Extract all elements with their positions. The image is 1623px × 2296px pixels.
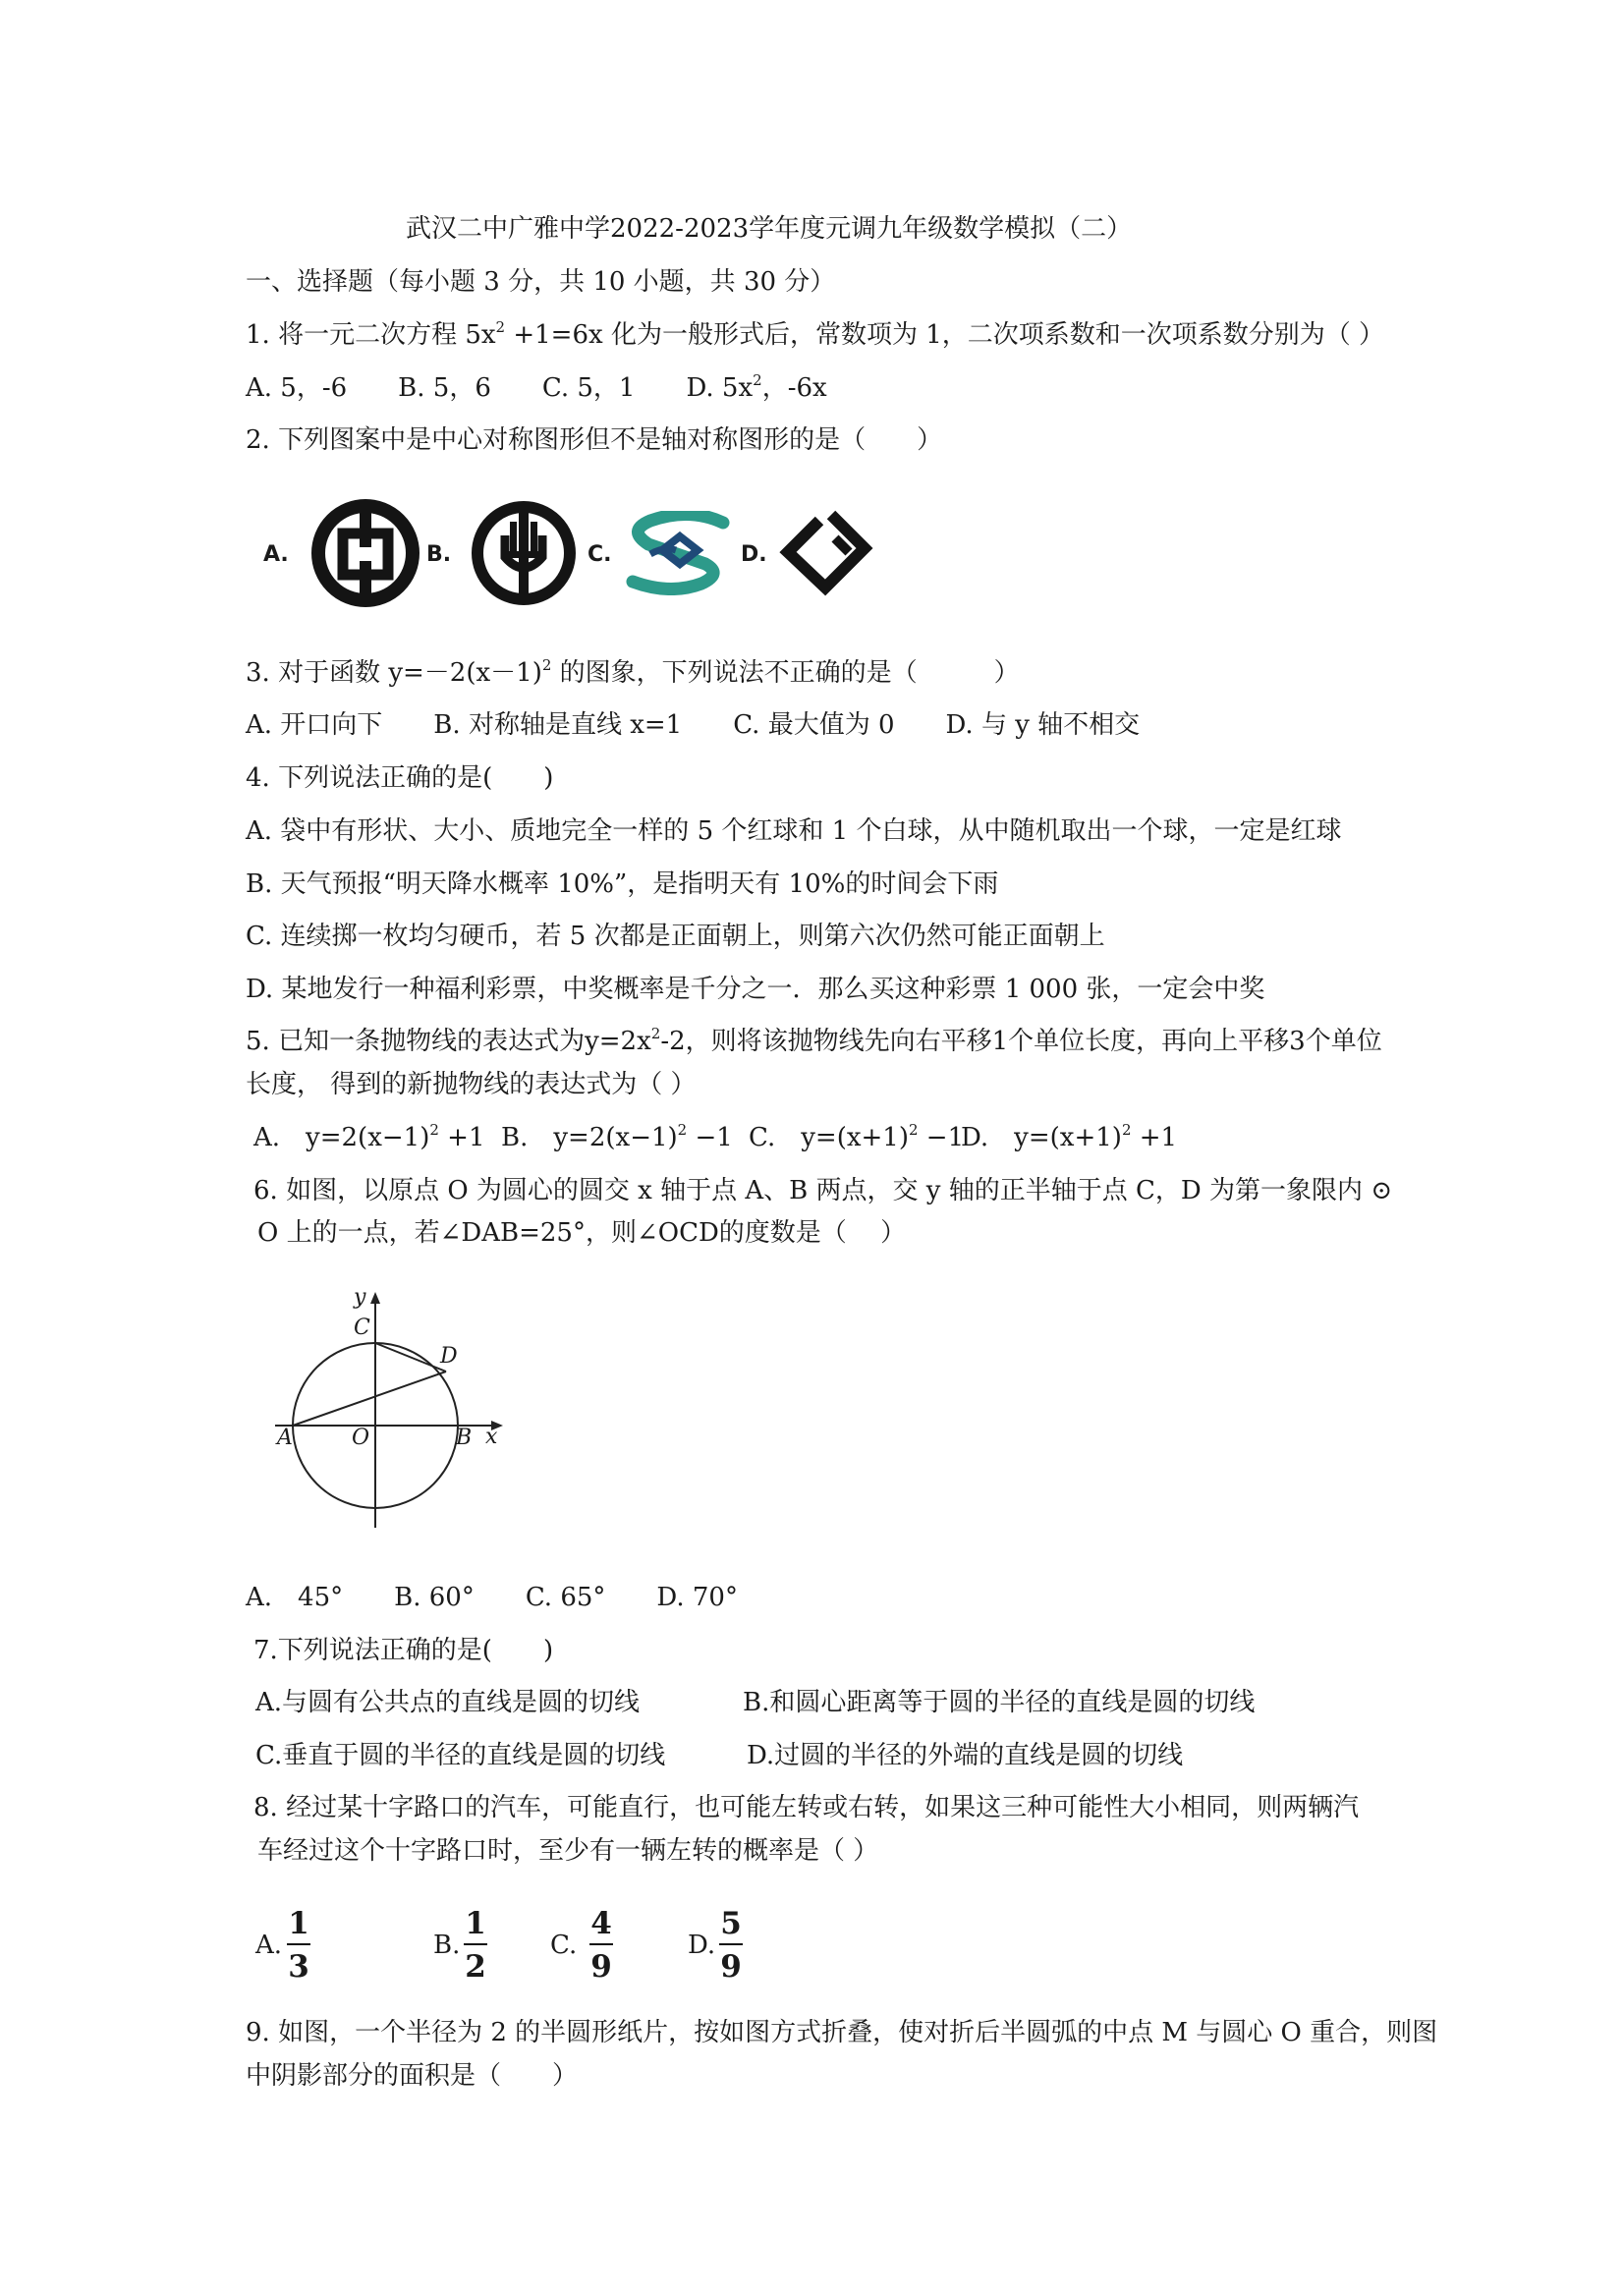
question-8-stem-line-2: 车经过这个十字路口时，至少有一辆左转的概率是（ ） <box>257 1836 879 1866</box>
figure-label-o: O <box>352 1426 370 1450</box>
page-title: 武汉二中广雅中学2022-2023学年度元调九年级数学模拟（二） <box>406 214 1133 244</box>
question-2-stem: 2. 下列图案中是中心对称图形但不是轴对称图形的是（ ） <box>246 425 943 455</box>
figure-label-c: C <box>354 1316 370 1340</box>
question-7-option-a: A.与圆有公共点的直线是圆的切线 <box>255 1688 641 1717</box>
option-b-label: B. <box>426 542 452 567</box>
question-7-option-b: B.和圆心距离等于圆的半径的直线是圆的切线 <box>743 1688 1256 1717</box>
question-3-stem: 3. 对于函数 $y=-2(x-1)^2$ 的图象，下列说法不正确的是（ ） <box>246 656 1020 688</box>
question-1-stem: 1. 将一元二次方程 $5x^2 +1=6x$ 化为一般形式后，常数项为 1，二次项系数和一次项系数分别为（ ） <box>246 318 1385 350</box>
option-d-label: D. <box>741 542 767 567</box>
circle-figure <box>265 1282 521 1533</box>
option-a-label: A. <box>263 542 289 567</box>
section-heading: 一、选择题（每小题 3 分，共 10 小题，共 30 分） <box>246 267 836 297</box>
question-6-stem-line-2: O 上的一点，若∠DAB=25°，则∠OCD的度数是（ ） <box>257 1218 907 1248</box>
figure-label-d: D <box>440 1344 458 1369</box>
question-7-option-c: C.垂直于圆的半径的直线是圆的切线 <box>255 1741 666 1770</box>
figure-label-y: y <box>354 1285 366 1310</box>
question-8-option-b-fraction: 1 2 <box>465 1906 486 1985</box>
question-4-option-a: A. 袋中有形状、大小、质地完全一样的 5 个红球和 1 个白球，从中随机取出一个球，一定是红球 <box>246 816 1342 846</box>
question-8-option-b-label: B. <box>433 1931 461 1960</box>
question-8-option-a-label: A. <box>255 1931 283 1960</box>
question-9-stem-line-1: 9. 如图，一个半径为 2 的半圆形纸片，按如图方式折叠，使对折后半圆弧的中点 M 与圆心 O 重合，则图 <box>246 2018 1438 2047</box>
question-5-stem-line-1: 5. 已知一条抛物线的表达式为$y=2x^2-2$，则将该抛物线先向右平移1个单位长度，再向上平移3个单位 <box>246 1025 1382 1056</box>
figure-label-a: A <box>277 1426 293 1450</box>
question-1-options: A. 5，-6 B. 5，6 C. 5，1 D. $5x^2$，-6x <box>246 371 827 403</box>
industrial-bank-logo-icon <box>621 511 735 595</box>
figure-label-b: B <box>456 1426 473 1450</box>
question-9-stem-line-2: 中阴影部分的面积是（ ） <box>246 2061 579 2091</box>
question-5-stem-line-2: 长度， 得到的新抛物线的表达式为（ ） <box>246 1070 697 1099</box>
question-8-stem-line-1: 8. 经过某十字路口的汽车，可能直行，也可能左转或右转，如果这三种可能性大小相同，则两辆汽 <box>253 1793 1360 1822</box>
question-7-stem: 7.下列说法正确的是( ) <box>253 1636 554 1665</box>
question-8-option-d-label: D. <box>688 1931 716 1960</box>
question-5-option-b: B. $y=2(x-1)^2 -1$ <box>501 1121 733 1152</box>
question-8-option-a-fraction: 1 3 <box>288 1906 309 1985</box>
question-3-options: A. 开口向下 B. 对称轴是直线 x=1 C. 最大值为 0 D. 与 y 轴不相交 <box>246 710 1141 740</box>
agricultural-bank-logo-icon <box>466 496 582 610</box>
question-8-option-c-fraction: 4 9 <box>590 1906 612 1985</box>
option-c-label: C. <box>588 542 612 567</box>
question-8-option-d-fraction: 5 9 <box>720 1906 742 1985</box>
question-4-option-d: D. 某地发行一种福利彩票，中奖概率是千分之一．那么买这种彩票 1 000 张，一定会中奖 <box>246 975 1265 1004</box>
question-4-option-c: C. 连续掷一枚均匀硬币，若 5 次都是正面朝上，则第六次仍然可能正面朝上 <box>246 922 1105 951</box>
question-5-option-a: A. $y=2(x-1)^2 +1$ <box>253 1121 485 1152</box>
question-4-option-b: B. 天气预报“明天降水概率 10%”，是指明天有 10%的时间会下雨 <box>246 869 999 899</box>
question-7-option-d: D.过圆的半径的外端的直线是圆的切线 <box>747 1741 1184 1770</box>
question-6-stem-line-1: 6. 如图，以原点 O 为圆心的圆交 x 轴于点 A、B 两点，交 y 轴的正半轴于点 C，D 为第一象限内 ⊙ <box>253 1176 1393 1205</box>
question-5-option-c: C. $y=(x+1)^2 -1$ <box>749 1121 965 1152</box>
question-8-option-c-label: C. <box>550 1931 578 1960</box>
question-4-stem: 4. 下列说法正确的是( ) <box>246 763 554 793</box>
question-5-option-d: D. $y=(x+1)^2 +1$ <box>961 1121 1178 1152</box>
question-6-options: A. 45° B. 60° C. 65° D. 70° <box>246 1583 738 1612</box>
bank-of-china-logo-icon <box>307 496 424 610</box>
figure-label-x: x <box>485 1425 498 1449</box>
china-construction-bank-logo-icon <box>776 509 874 603</box>
